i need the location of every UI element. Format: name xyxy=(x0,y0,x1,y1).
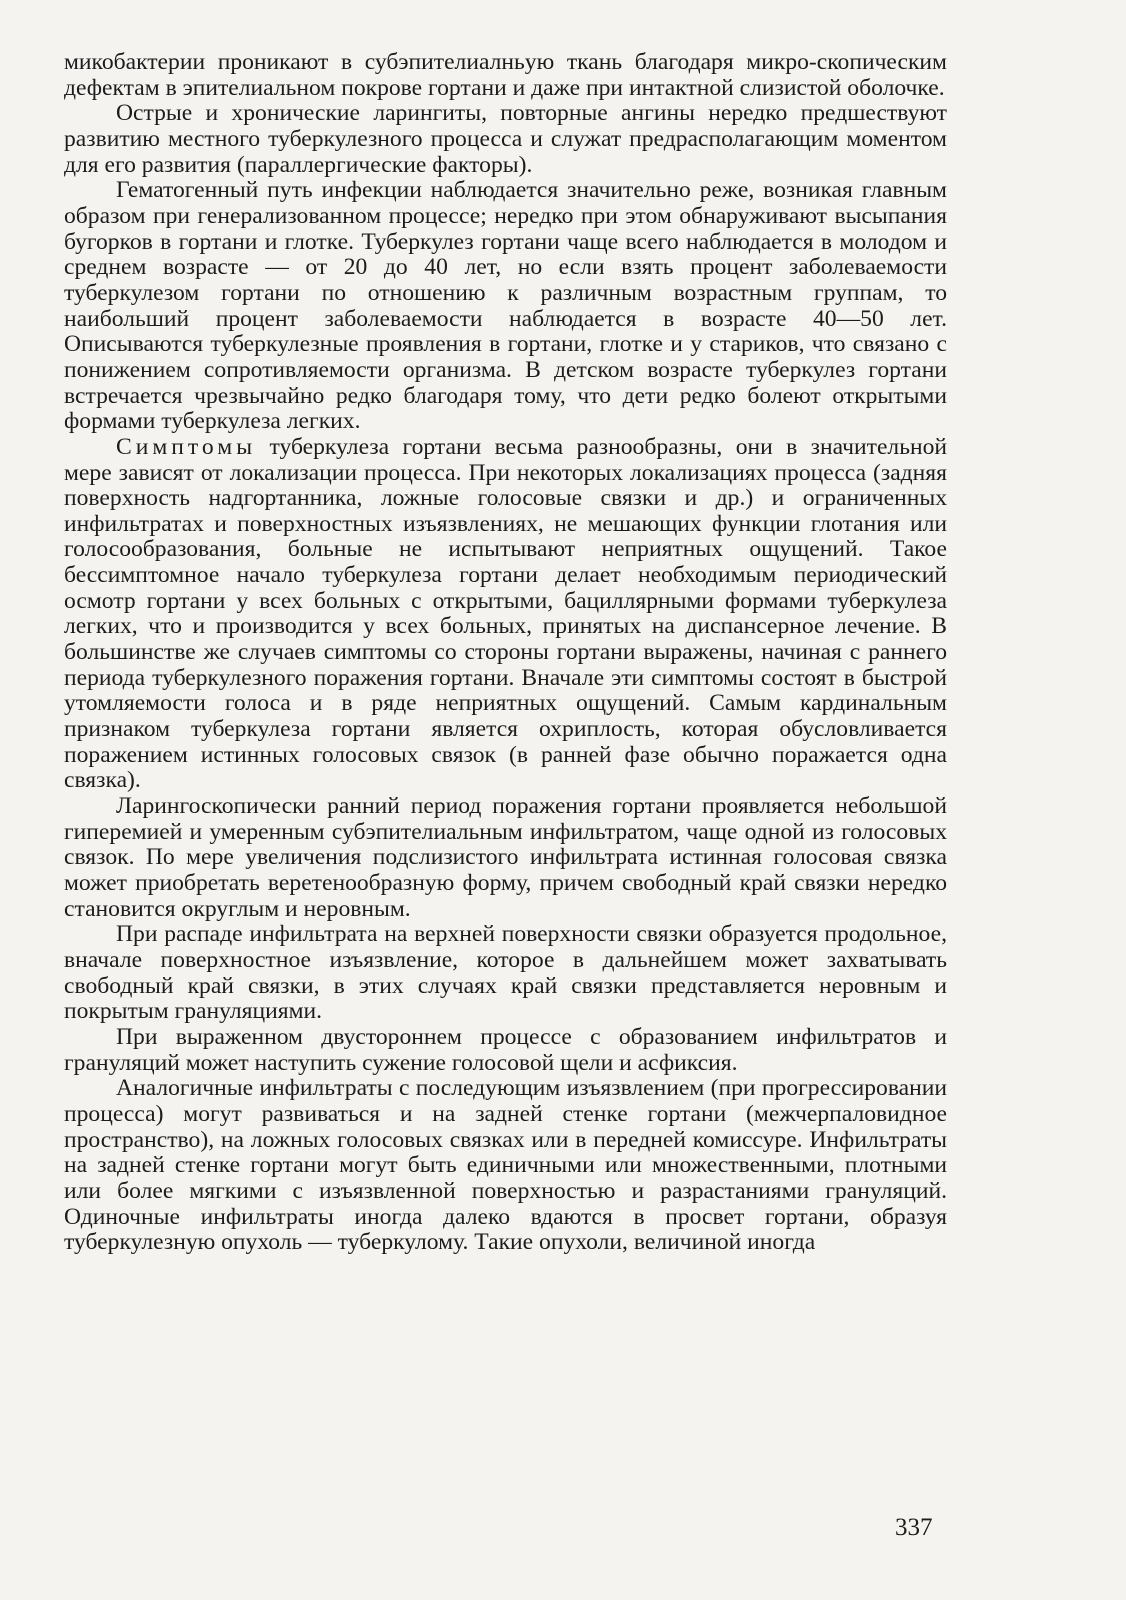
paragraph-ulceration: При распаде инфильтрата на верхней поверхности связки образуется продольное, вначале поверхностное изъязвление, которое в дальнейшем может захватывать свободный край связки, в этих случаях край связки представляется неровным и покрытым грануляциями. xyxy=(64,921,947,1025)
symptoms-text: туберкулеза гортани весьма разнообразны, они в значительной мере зависят от локализации процесса. При некоторых локализациях процесса (задняя поверхность надгортанника, ложные голосовые связки и др.) и ограниченных инфильтратах и поверхностных изъязвлениях, не мешающих функции глотания или голосообразования, больные не испытывают неприятных ощущений. Такое бессимптомное начало туберкулеза гортани делает необходимым периодический осмотр гортани у всех больных с открытыми, бациллярными формами туберкулеза легких, что и производится у всех больных, принятых на диспансерное лечение. В большинстве же случаев симптомы со стороны гортани выражены, начиная с раннего периода туберкулезного поражения гортани. Вначале эти симптомы состоят в быстрой утомляемости голоса и в ряде неприятных ощущений. Самым кардинальным признаком туберкулеза гортани является охриплость, которая обусловливается поражением истинных голосовых связок (в ранней фазе обычно поражается одна связка). xyxy=(64,433,947,794)
paragraph-symptoms xyxy=(64,435,947,794)
body-text xyxy=(64,50,947,1256)
paragraph-laryngitis: Острые и хронические ларингиты, повторные ангины нередко предшествуют развитию местного туберкулезного процесса и служат предрасполагающим моментом для его развития (параллергические факторы). xyxy=(64,100,947,178)
symptoms-lead-word: Симптомы xyxy=(116,433,257,460)
paragraph-laryngoscopy: Ларингоскопически ранний период поражения гортани проявляется небольшой гиперемией и умеренным субэпителиальным инфильтратом, чаще одной из голосовых связок. По мере увеличения подслизистого инфильтрата истинная голосовая связка может приобретать веретенообразную форму, причем свободный край связки нередко становится округлым и неровным. xyxy=(64,793,947,922)
paragraph-continued: микобактерии проникают в субэпителиалньую ткань благодаря микро-скопическим дефектам в эпителиальном покрове гортани и даже при интактной слизистой оболочке. xyxy=(64,49,947,101)
paragraph-hematogenous: Гематогенный путь инфекции наблюдается значительно реже, возникая главным образом при генерализованном процессе; нередко при этом обнаруживают высыпания бугорков в гортани и глотке. Туберкулез гортани чаще всего наблюдается в молодом и среднем возрасте — от 20 до 40 лет, но если взять процент заболеваемости туберкулезом гортани по отношению к различным возрастным группам, то наибольший процент заболеваемости наблюдается в возрасте 40—50 лет. Описываются туберкулезные проявления в гортани, глотке и у стариков, что связано с понижением сопротивляемости организма. В детском возрасте туберкулез гортани встречается чрезвычайно редко благодаря тому, что дети редко болеют открытыми формами туберкулеза легких. xyxy=(64,177,947,435)
paragraph-bilateral: При выраженном двустороннем процессе с образованием инфильтратов и грануляций может наступить сужение голосовой щели и асфиксия. xyxy=(64,1023,947,1076)
paragraph-infiltrates: Аналогичные инфильтраты с последующим изъязвлением (при прогрессировании процесса) могут развиваться и на задней стенке гортани (межчерпаловидное пространство), на ложных голосовых связках или в передней комиссуре. Инфильтраты на задней стенке гортани могут быть единичными или множественными, плотными или более мягкими с изъязвленной поверхностью и разрастаниями грануляций. Одиночные инфильтраты иногда далеко вдаются в просвет гортани, образуя туберкулезную опухоль — туберкулому. Такие опухоли, величиной иногда xyxy=(64,1075,947,1256)
page-number: 337 xyxy=(895,1514,933,1541)
